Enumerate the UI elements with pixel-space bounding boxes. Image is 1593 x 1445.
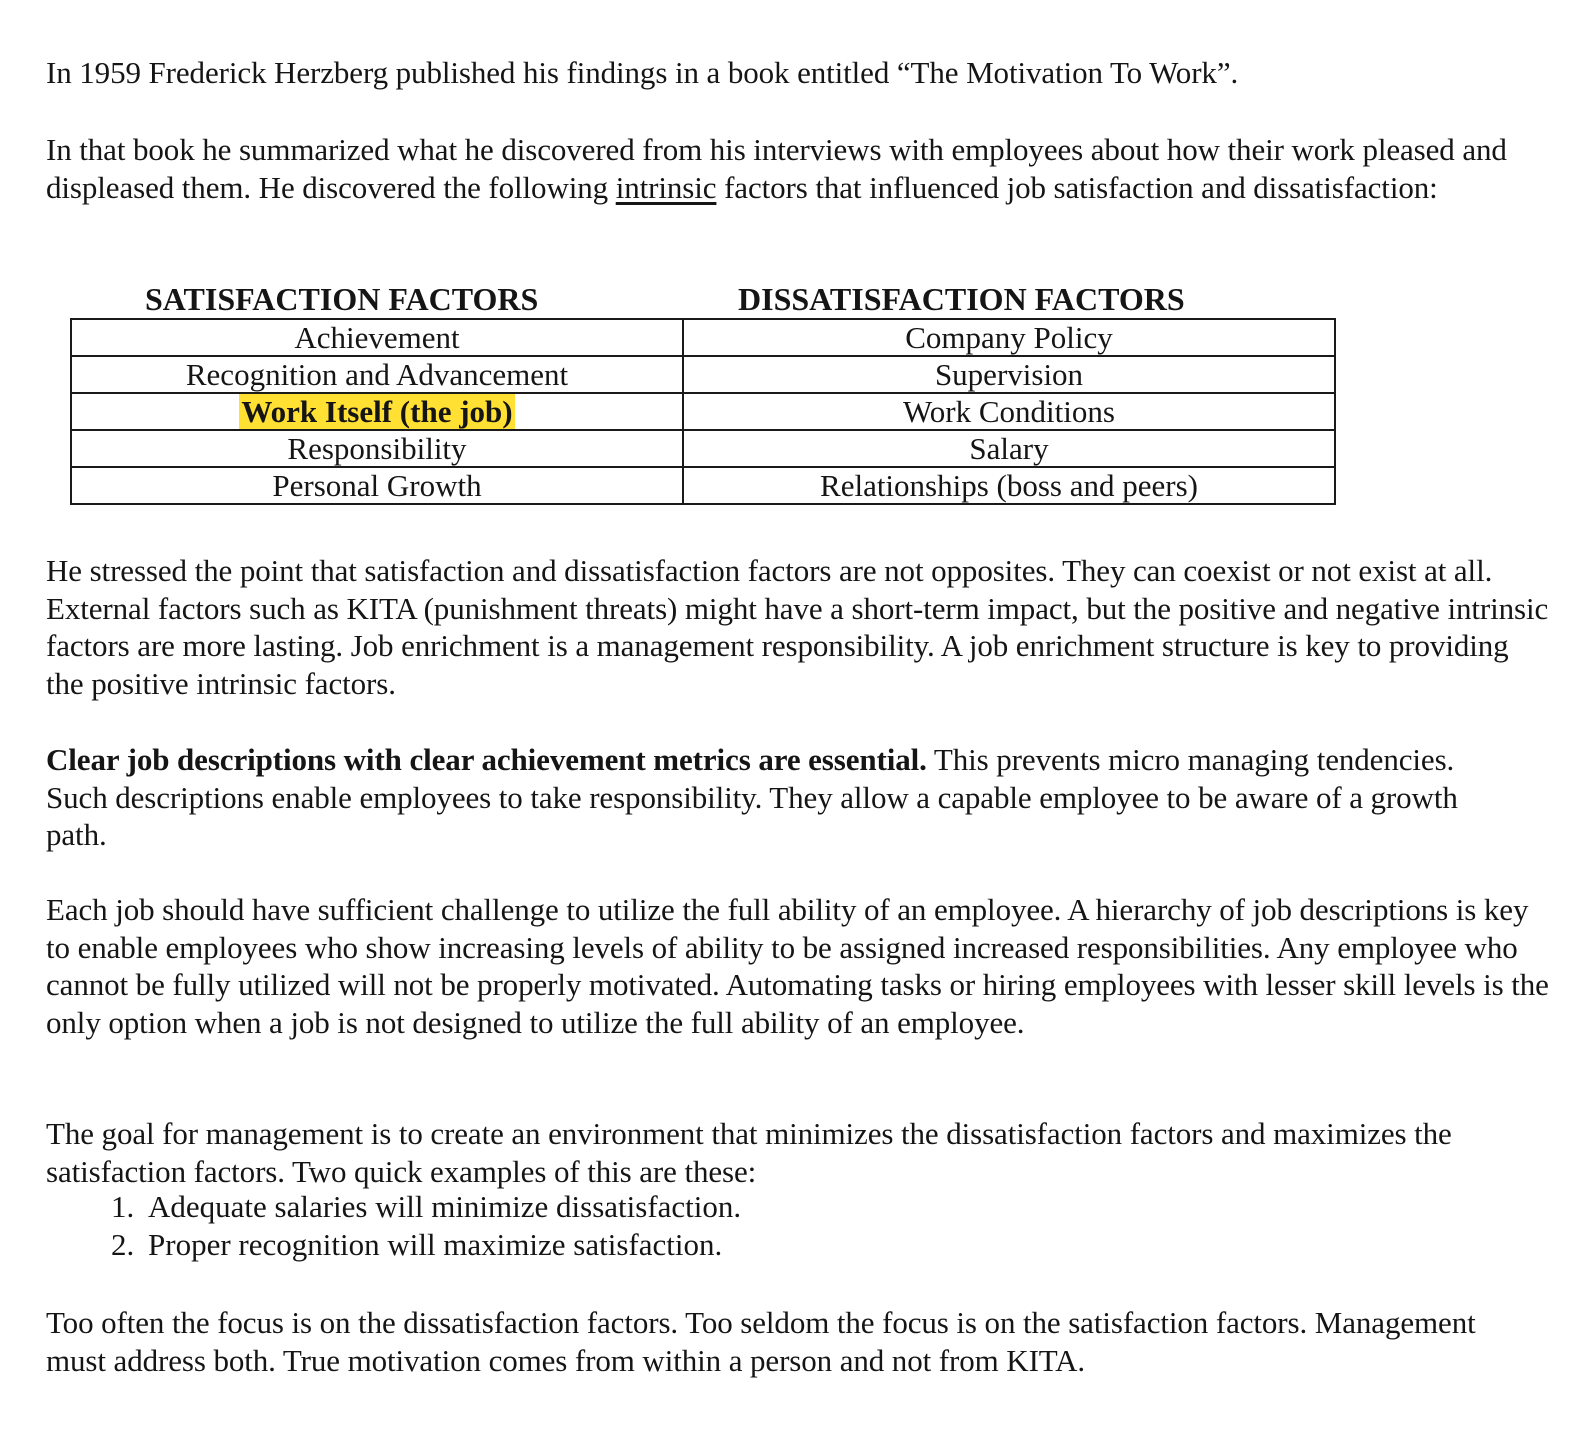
satisfaction-cell: Personal Growth bbox=[71, 467, 683, 504]
intro-paragraph-1: In 1959 Frederick Herzberg published his findings in a book entitled “The Motivation To Work”. bbox=[46, 55, 1239, 90]
table-row bbox=[71, 430, 1335, 467]
paragraph-goal: The goal for management is to create an environment that minimizes the dissatisfaction factors and maximizes the satisfaction factors. Two quick examples of this are these: bbox=[46, 1116, 1452, 1189]
intro-paragraph-2 bbox=[46, 131, 1526, 206]
intro-p2-after: factors that influenced job satisfaction and dissatisfaction: bbox=[716, 169, 1438, 205]
dissatisfaction-cell: Work Conditions bbox=[683, 393, 1335, 430]
dissatisfaction-cell: Supervision bbox=[683, 356, 1335, 393]
table-row bbox=[71, 467, 1335, 504]
factors-table bbox=[70, 318, 1336, 505]
paragraph-challenge: Each job should have sufficient challenge to utilize the full ability of an employee. A hierarchy of job descriptions is key to enable employees who show increasing levels of ability to be assigned increased responsibilities. Any employee who cannot be fully utilized will not be properly motivated. Automating tasks or hiring employees with lesser skill levels is the only option when a job is not designed to utilize the full ability of an employee. bbox=[46, 892, 1549, 1040]
intrinsic-underlined: intrinsic bbox=[615, 169, 717, 205]
satisfaction-cell: Responsibility bbox=[71, 430, 683, 467]
dissatisfaction-header: DISSATISFACTION FACTORS bbox=[738, 281, 1185, 317]
dissatisfaction-cell: Relationships (boss and peers) bbox=[683, 467, 1335, 504]
paragraph-job-descriptions bbox=[46, 741, 1516, 854]
satisfaction-cell: Achievement bbox=[71, 319, 683, 356]
table-row bbox=[71, 393, 1335, 430]
satisfaction-cell: Recognition and Advancement bbox=[71, 356, 683, 393]
list-item: 2. Proper recognition will maximize satisfaction. bbox=[142, 1226, 741, 1264]
intro-p2-before: In that book he summarized what he discovered from his interviews with employees about how their work pleased and displeased them. He discovered the following bbox=[46, 132, 1507, 205]
paragraph-conclusion: Too often the focus is on the dissatisfaction factors. Too seldom the focus is on the satisfaction factors. Management must address both. True motivation comes from within a person and not from KITA. bbox=[46, 1305, 1476, 1378]
paragraph-job-descriptions-rest: This prevents micro managing tendencies. Such descriptions enable employees to take responsibility. They allow a capable employee to be aware of a growth path. bbox=[46, 742, 1458, 852]
highlighted-text: Work Itself (the job) bbox=[241, 394, 513, 429]
satisfaction-header: SATISFACTION FACTORS bbox=[145, 281, 539, 317]
bold-statement: Clear job descriptions with clear achievement metrics are essential. bbox=[46, 742, 927, 777]
list-item: 1. Adequate salaries will minimize dissatisfaction. bbox=[142, 1188, 741, 1226]
table-row bbox=[71, 356, 1335, 393]
dissatisfaction-cell: Company Policy bbox=[683, 319, 1335, 356]
table-row bbox=[71, 319, 1335, 356]
dissatisfaction-cell: Salary bbox=[683, 430, 1335, 467]
examples-list bbox=[46, 1188, 741, 1264]
paragraph-opposites: He stressed the point that satisfaction and dissatisfaction factors are not opposites. They can coexist or not exist at all. External factors such as KITA (punishment threats) might have a short-term impact, but the positive and negative intrinsic factors are more lasting. Job enrichment is a management responsibility. A job enrichment structure is key to providing the positive intrinsic factors. bbox=[46, 553, 1549, 701]
satisfaction-cell-highlighted bbox=[71, 393, 683, 430]
